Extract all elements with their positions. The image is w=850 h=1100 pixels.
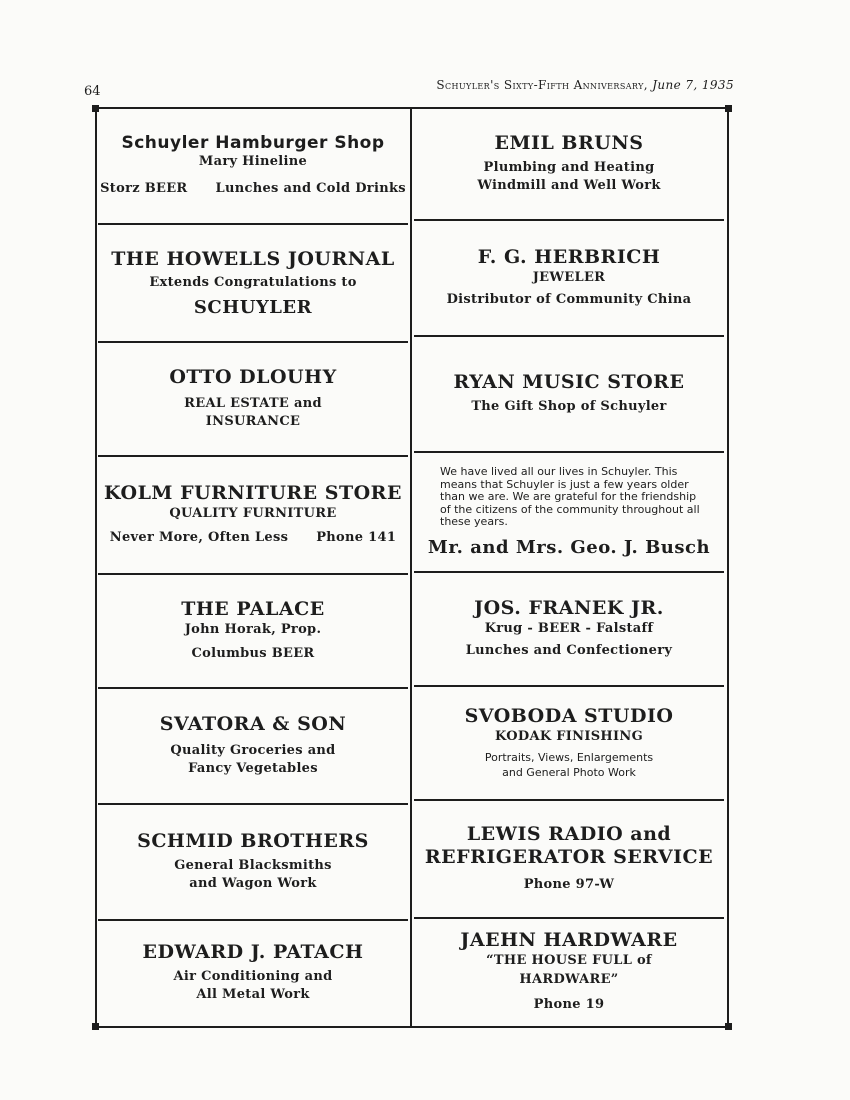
ad-busch-family <box>414 453 724 573</box>
corner-mark <box>725 1023 732 1030</box>
ad-name: SVATORA & SON <box>159 712 347 735</box>
ad-name: F. G. HERBRICH <box>477 245 661 268</box>
ad-line: and General Photo Work <box>502 765 636 779</box>
ad-f-g-herbrich <box>414 221 724 337</box>
ad-emil-bruns <box>414 109 724 221</box>
ad-line: Extends Congratulations to <box>149 275 357 291</box>
ad-kolm-furniture-store <box>98 457 408 575</box>
ad-line: JEWELER <box>532 269 606 285</box>
running-head <box>436 78 734 92</box>
ad-line: Distributor of Community China <box>446 292 692 308</box>
frame-rule-bottom <box>92 1026 732 1028</box>
ad-name: OTTO DLOUHY <box>169 365 337 388</box>
ad-name: THE PALACE <box>181 597 325 620</box>
ad-name: REFRIGERATOR SERVICE <box>424 845 714 868</box>
ad-schmid-brothers <box>98 805 408 921</box>
ad-jos-franek-jr <box>414 573 724 687</box>
ad-name: EDWARD J. PATACH <box>142 940 364 963</box>
ad-line: Storz BEER <box>100 181 188 197</box>
ad-name: JOS. FRANEK JR. <box>474 596 664 619</box>
ad-line: Quality Groceries and <box>170 742 336 758</box>
ad-line: Krug - BEER - Falstaff <box>484 620 654 636</box>
ad-line: QUALITY FURNITURE <box>169 505 337 521</box>
ad-line: All Metal Work <box>196 987 310 1003</box>
ad-line: Fancy Vegetables <box>188 761 318 777</box>
ad-line: INSURANCE <box>205 414 301 430</box>
running-head-date: June 7, 1935 <box>652 78 734 92</box>
running-head-title: Schuyler's Sixty-Fifth Anniversary, <box>436 78 648 92</box>
ad-svatora-and-son <box>98 689 408 805</box>
ad-line: Phone 97-W <box>523 877 615 893</box>
ad-line: Phone 141 <box>316 530 397 546</box>
ad-howells-journal <box>98 225 408 343</box>
ad-line: John Horak, Prop. <box>184 621 322 637</box>
ad-line: Air Conditioning and <box>173 968 333 984</box>
ad-line: General Blacksmiths <box>174 857 332 873</box>
ad-name: RYAN MUSIC STORE <box>453 371 685 394</box>
corner-mark <box>725 105 732 112</box>
ad-line: and Wagon Work <box>189 876 317 892</box>
ad-lewis-radio <box>414 801 724 919</box>
ad-line: Mary Hineline <box>198 154 308 170</box>
ad-name: LEWIS RADIO and <box>466 822 672 845</box>
ad-svoboda-studio <box>414 687 724 801</box>
ad-name: SCHMID BROTHERS <box>137 829 369 852</box>
ad-the-palace <box>98 575 408 689</box>
ad-schuyler-hamburger-shop <box>98 109 408 225</box>
advertisement-frame <box>92 105 732 1030</box>
ad-name: KOLM FURNITURE STORE <box>104 481 402 504</box>
ad-name: EMIL BRUNS <box>494 131 644 154</box>
ad-line: Columbus BEER <box>191 646 315 662</box>
ad-name: SVOBODA STUDIO <box>464 705 674 728</box>
ad-line: Windmill and Well Work <box>477 178 661 194</box>
frame-rule-right <box>727 107 729 1028</box>
frame-rule-center <box>410 107 412 1028</box>
ad-edward-j-patach <box>98 921 408 1025</box>
ad-line: Lunches and Cold Drinks <box>215 181 406 197</box>
ad-line: KODAK FINISHING <box>495 729 643 745</box>
ad-line: Lunches and Confectionery <box>465 643 673 659</box>
frame-rule-left <box>95 107 97 1028</box>
ad-line: The Gift Shop of Schuyler <box>471 398 667 414</box>
ad-name: Mr. and Mrs. Geo. J. Busch <box>427 537 711 559</box>
ad-jaehn-hardware <box>414 919 724 1025</box>
ad-name: JAEHN HARDWARE <box>460 929 678 952</box>
ad-line: Never More, Often Less <box>109 530 289 546</box>
ad-ryan-music-store <box>414 337 724 453</box>
ad-name: Schuyler Hamburger Shop <box>121 132 385 153</box>
ad-line: HARDWARE” <box>519 971 619 987</box>
ad-line: Plumbing and Heating <box>483 159 655 175</box>
ad-line: REAL ESTATE and <box>184 395 322 411</box>
ad-line: Phone 19 <box>533 996 605 1012</box>
ad-line: “THE HOUSE FULL of <box>486 953 652 969</box>
page-number: 64 <box>84 84 101 99</box>
ad-line: Portraits, Views, Enlargements <box>484 750 654 764</box>
ad-otto-dlouhy <box>98 343 408 457</box>
ad-line: SCHUYLER <box>193 297 313 319</box>
ad-text: We have lived all our lives in Schuyler. This means that Schuyler is just a few years older than we are. We are grateful for the friendship of the citizens of the community throughout all these years. <box>440 464 700 529</box>
ad-name: THE HOWELLS JOURNAL <box>111 247 395 270</box>
